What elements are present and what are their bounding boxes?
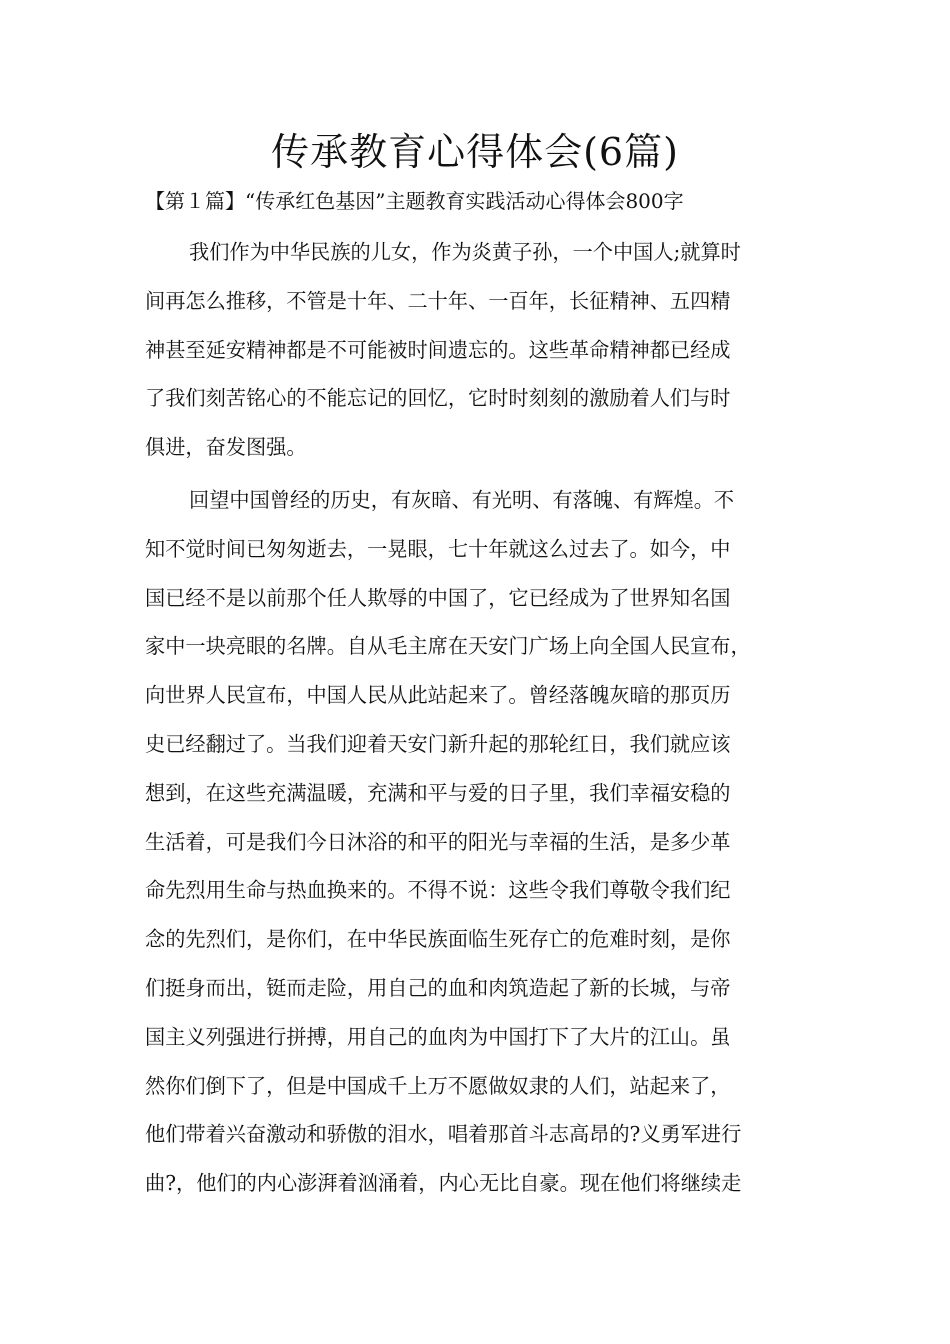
paragraph-line: 神甚至延安精神都是不可能被时间遗忘的。这些革命精神都已经成 <box>145 337 731 362</box>
paragraph-line: 生活着，可是我们今日沐浴的和平的阳光与幸福的生活，是多少革 <box>145 829 731 854</box>
paragraph-line: 俱进，奋发图强。 <box>145 435 307 460</box>
paragraph-line: 了我们刻苦铭心的不能忘记的回忆，它时时刻刻的激励着人们与时 <box>145 386 731 411</box>
paragraph-1 <box>145 228 825 472</box>
paragraph-line: 他们带着兴奋激动和骄傲的泪水，唱着那首斗志高昂的?义勇军进行 <box>145 1122 742 1147</box>
paragraph-line: 然你们倒下了，但是中国成千上万不愿做奴隶的人们，站起来了， <box>145 1073 731 1098</box>
paragraph-line: 家中一块亮眼的名牌。自从毛主席在天安门广场上向全国人民宣布， <box>145 634 751 659</box>
paragraph-line: 向世界人民宣布，中国人民从此站起来了。曾经落魄灰暗的那页历 <box>145 683 731 708</box>
paragraph-line: 国已经不是以前那个任人欺辱的中国了，它已经成为了世界知名国 <box>145 585 731 610</box>
paragraph-line: 知不觉时间已匆匆逝去，一晃眼，七十年就这么过去了。如今，中 <box>145 536 731 561</box>
paragraph-line: 命先烈用生命与热血换来的。不得不说：这些令我们尊敬令我们纪 <box>145 878 731 903</box>
paragraph-line: 们挺身而出，铤而走险，用自己的血和肉筑造起了新的长城，与帝 <box>145 975 731 1000</box>
paragraph-line: 想到，在这些充满温暖，充满和平与爱的日子里，我们幸福安稳的 <box>145 780 731 805</box>
paragraph-line: 史已经翻过了。当我们迎着天安门新升起的那轮红日，我们就应该 <box>145 731 731 756</box>
paragraph-line: 念的先烈们，是你们，在中华民族面临生死存亡的危难时刻，是你 <box>145 927 731 952</box>
paragraph-line: 间再怎么推移，不管是十年、二十年、一百年，长征精神、五四精 <box>145 288 731 313</box>
paragraph-2 <box>145 476 825 1208</box>
section-heading: 【第１篇】“传承红色基因”主题教育实践活动心得体会800字 <box>145 189 684 213</box>
paragraph-line: 我们作为中华民族的儿女，作为炎黄子孙，一个中国人;就算时 <box>189 240 741 264</box>
paragraph-line: 国主义列强进行拼搏，用自己的血肉为中国打下了大片的江山。虽 <box>145 1024 731 1049</box>
paragraph-line: 曲?，他们的内心澎湃着汹涌着，内心无比自豪。现在他们将继续走 <box>145 1171 742 1196</box>
paragraph-line: 回望中国曾经的历史，有灰暗、有光明、有落魄、有辉煌。不 <box>189 488 735 512</box>
document-title: 传承教育心得体会(6篇) <box>271 130 679 174</box>
